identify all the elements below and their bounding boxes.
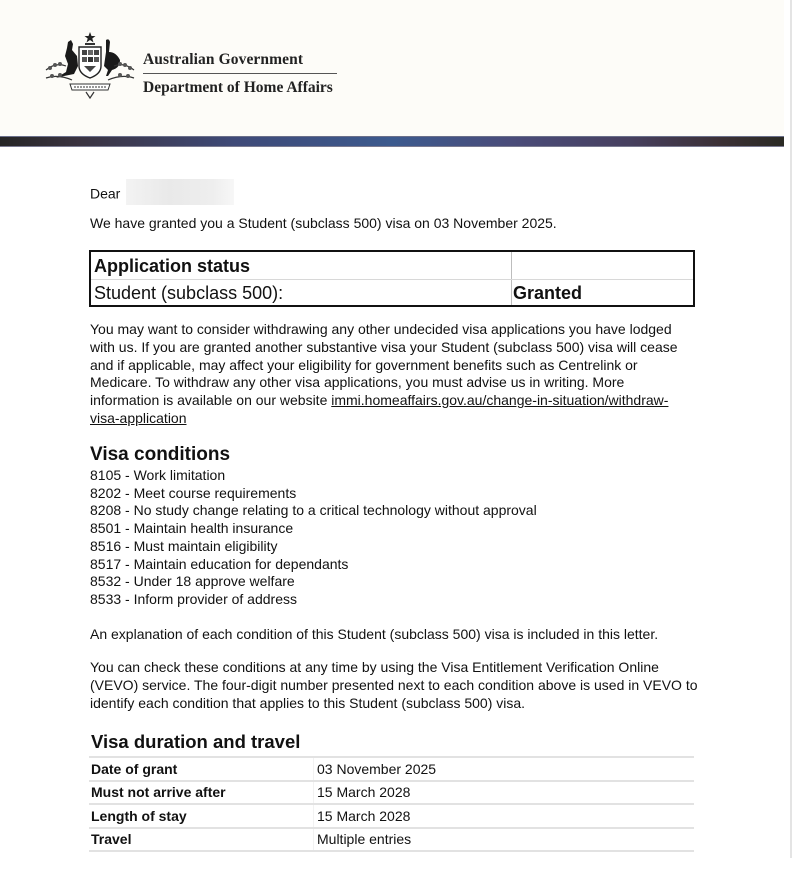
conditions-explanation: An explanation of each condition of this Student (subclass 500) visa is included in this letter. [90, 626, 659, 642]
row-label: Must not arrive after [89, 781, 314, 805]
visa-duration-table [89, 756, 694, 852]
title-divider [143, 73, 337, 74]
letterhead [0, 0, 784, 136]
condition-item: 8202 - Meet course requirements [90, 484, 297, 501]
visa-duration-heading: Visa duration and travel [91, 731, 301, 752]
redacted-name [126, 179, 234, 205]
table-row [89, 828, 694, 852]
row-value: 15 March 2028 [314, 781, 695, 805]
row-label: Length of stay [89, 804, 314, 828]
coat-of-arms-icon [42, 30, 138, 100]
header-gradient-band [0, 136, 784, 147]
table-row [89, 757, 694, 781]
status-badge: Granted [513, 283, 583, 303]
application-status-table [89, 250, 695, 307]
government-name: Australian Government [143, 51, 304, 68]
government-title-block [143, 50, 337, 98]
condition-item: 8516 - Must maintain eligibility [90, 537, 278, 554]
row-value: 15 March 2028 [314, 804, 695, 828]
row-value: 03 November 2025 [314, 757, 695, 781]
condition-item: 8501 - Maintain health insurance [90, 520, 294, 537]
salutation [90, 182, 234, 208]
withdraw-text: You may want to consider withdrawing any other undecided visa applications you have lodged with us. If you are granted another substantive visa your Student (subclass 500) visa will cease and if applicable, may affect your eligibility for government benefits such as Centrelink or Medicare. To withdraw any other visa applications, you must advise us in writing. More information is available on our website [90, 321, 678, 409]
row-label: Travel [89, 828, 314, 852]
table-row [89, 781, 694, 805]
status-table-title: Application status [94, 256, 251, 276]
condition-item: 8532 - Under 18 approve welfare [90, 573, 295, 590]
department-name: Department of Home Affairs [143, 79, 333, 96]
condition-item: 8517 - Maintain education for dependants [90, 555, 349, 572]
withdraw-paragraph [90, 321, 690, 428]
granted-sentence: We have granted you a Student (subclass 500) visa on 03 November 2025. [90, 215, 557, 231]
row-divider [91, 279, 693, 280]
table-row [89, 804, 694, 828]
visa-conditions-heading: Visa conditions [90, 444, 231, 465]
condition-item: 8208 - No study change relating to a critical technology without approval [90, 502, 537, 519]
row-label: Date of grant [89, 757, 314, 781]
condition-item: 8105 - Work limitation [90, 467, 226, 483]
condition-item: 8533 - Inform provider of address [90, 590, 297, 607]
salutation-text: Dear [90, 185, 121, 202]
page-edge [790, 0, 792, 858]
visa-conditions-list [90, 467, 537, 609]
withdraw-visa-link[interactable]: immi.homeaffairs.gov.au/change-in-situation/withdraw-visa-application [90, 392, 669, 426]
status-visa-label: Student (subclass 500): [94, 283, 284, 303]
row-value: Multiple entries [314, 828, 695, 852]
vevo-paragraph: You can check these conditions at any time by using the Visa Entitlement Verification Online (VEVO) service. The four-digit number presented next to each condition above is used in VEVO to identify each condition that applies to this Student (subclass 500) visa. [90, 659, 698, 711]
